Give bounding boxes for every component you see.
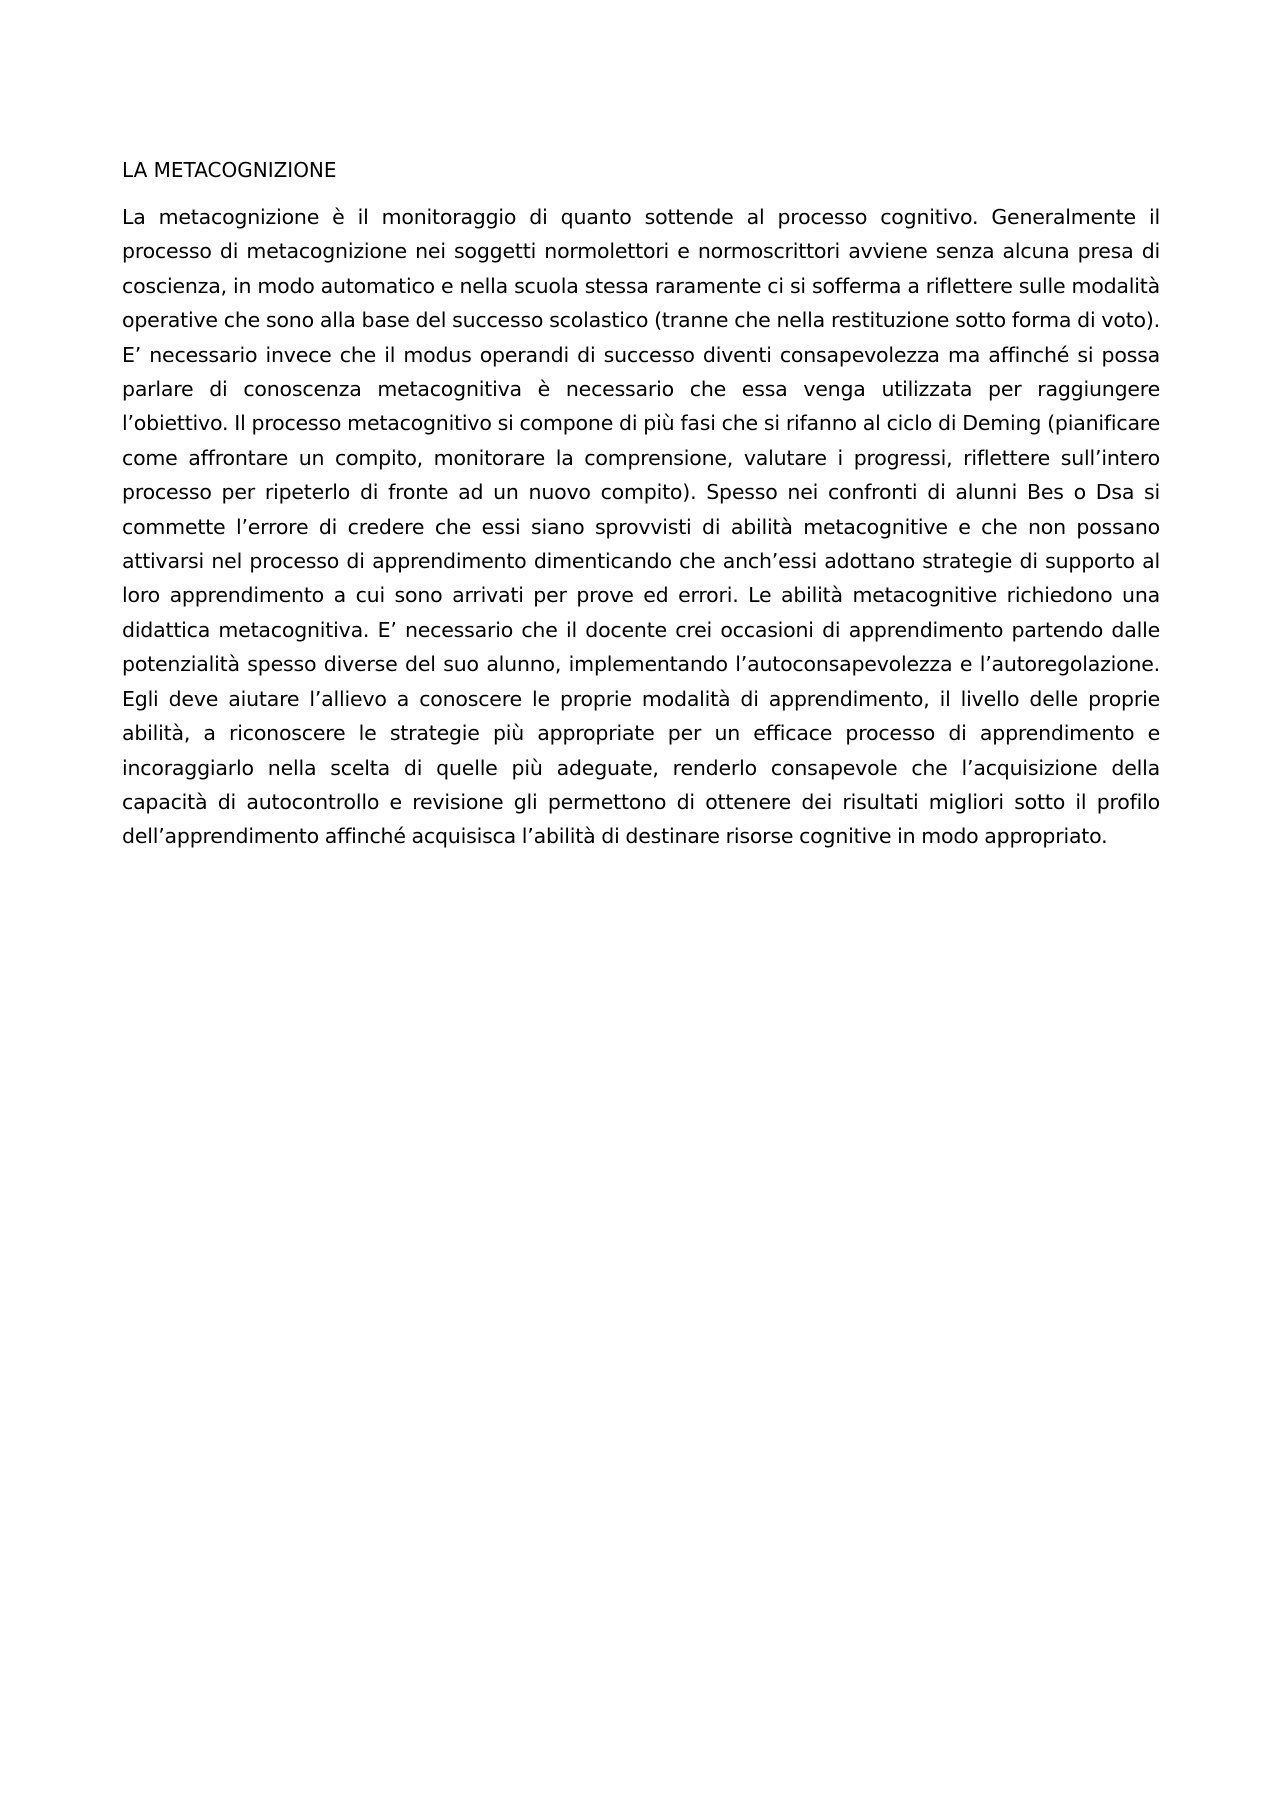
document-paragraph: La metacognizione è il monitoraggio di quanto sottende al processo cognitivo. Generalmente il processo di metacognizione nei soggetti normolettori e normoscrittori avviene senza alcuna presa di coscienza, in modo automatico e nella scuola stessa raramente ci si sofferma a riflettere sulle modalità operative che sono alla base del successo scolastico (tranne che nella restituzione sotto forma di voto). E’ necessario invece che il modus operandi di successo diventi consapevolezza ma affinché si possa parlare di conoscenza metacognitiva è necessario che essa venga utilizzata per raggiungere l’obiettivo. Il processo metacognitivo si compone di più fasi che si rifanno al ciclo di Deming (pianificare come affrontare un compito, monitorare la comprensione, valutare i progressi, riflettere sull’intero processo per ripeterlo di fronte ad un nuovo compito). Spesso nei confronti di alunni Bes o Dsa si commette l’errore di credere che essi siano sprovvisti di abilità metacognitive e che non possano attivarsi nel processo di apprendimento dimenticando che anch’essi adottano strategie di supporto al loro apprendimento a cui sono arrivati per prove ed errori. Le abilità metacognitive richiedono una didattica metacognitiva. E’ necessario che il docente crei occasioni di apprendimento partendo dalle potenzialità spesso diverse del suo alunno, implementando l’autoconsapevolezza e l’autoregolazione. Egli deve aiutare l’allievo a conoscere le proprie modalità di apprendimento, il livello delle proprie abilità, a riconoscere le strategie più appropriate per un efficace processo di apprendimento e incoraggiarlo nella scelta di quelle più adeguate, renderlo consapevole che l’acquisizione della capacità di autocontrollo e revisione gli permettono di ottenere dei risultati migliori sotto il profilo dell’apprendimento affinché acquisisca l’abilità di destinare risorse cognitive in modo appropriato. [122,205,1160,849]
document-title: LA METACOGNIZIONE [122,158,337,182]
document-content [122,154,1160,854]
